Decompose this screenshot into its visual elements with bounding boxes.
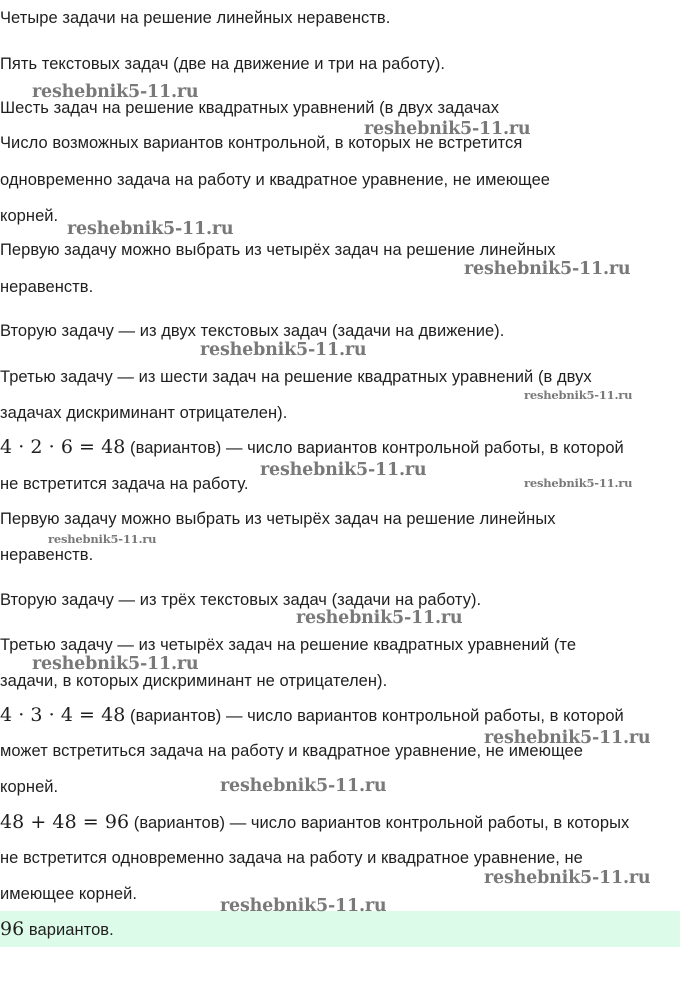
- formula-line: [0, 812, 629, 833]
- watermark: reshebnik5-11.ru: [220, 896, 387, 916]
- watermark: reshebnik5-11.ru: [484, 868, 651, 888]
- text-line: Первую задачу можно выбрать из четырёх задач на решение линейных: [0, 241, 556, 259]
- watermark: reshebnik5-11.ru: [48, 532, 157, 546]
- watermark: reshebnik5-11.ru: [524, 388, 633, 402]
- formula-line: [0, 437, 624, 458]
- text-line: не встретится задача на работу.: [0, 475, 249, 493]
- answer-line: [0, 919, 114, 940]
- text-line: Пять текстовых задач (две на движение и три на работу).: [0, 55, 446, 73]
- text-line: неравенств.: [0, 546, 94, 564]
- watermark: reshebnik5-11.ru: [524, 476, 633, 490]
- text-line: задачи, в которых дискриминант не отрицателен).: [0, 672, 388, 690]
- watermark: reshebnik5-11.ru: [67, 219, 234, 239]
- text-line: Число возможных вариантов контрольной, в которых не встретится: [0, 134, 523, 152]
- text-line: может встретиться задача на работу и квадратное уравнение, не имеющее: [0, 742, 583, 760]
- watermark: reshebnik5-11.ru: [364, 119, 531, 139]
- answer-number: 96: [0, 918, 25, 940]
- formula-text: (вариантов) — число вариантов контрольной работы, в которой: [130, 707, 624, 725]
- watermark: reshebnik5-11.ru: [32, 654, 199, 674]
- watermark: reshebnik5-11.ru: [220, 776, 387, 796]
- formula-text: (вариантов) — число вариантов контрольной работы, в которых: [133, 814, 630, 832]
- formula-text: (вариантов) — число вариантов контрольной работы, в которой: [130, 439, 624, 457]
- text-line: Четыре задачи на решение линейных неравенств.: [0, 9, 391, 27]
- formula-line: [0, 705, 624, 726]
- math-expression: 4 · 3 · 4 = 48: [0, 704, 126, 726]
- text-line: задачах дискриминант отрицателен).: [0, 404, 288, 422]
- text-line: неравенств.: [0, 278, 94, 296]
- watermark: reshebnik5-11.ru: [200, 340, 367, 360]
- answer-box: [0, 911, 680, 947]
- answer-text: вариантов.: [28, 921, 114, 939]
- watermark: reshebnik5-11.ru: [296, 608, 463, 628]
- text-line: одновременно задача на работу и квадратное уравнение, не имеющее: [0, 171, 551, 189]
- watermark: reshebnik5-11.ru: [464, 259, 631, 279]
- text-line: Третью задачу — из четырёх задач на решение квадратных уравнений (те: [0, 636, 577, 654]
- text-line: Шесть задач на решение квадратных уравнений (в двух задачах: [0, 99, 500, 117]
- text-line: Первую задачу можно выбрать из четырёх задач на решение линейных: [0, 510, 556, 528]
- math-expression: 48 + 48 = 96: [0, 811, 130, 833]
- text-line: не встретится одновременно задача на работу и квадратное уравнение, не: [0, 849, 583, 867]
- text-line: имеющее корней.: [0, 885, 138, 903]
- watermark: reshebnik5-11.ru: [32, 82, 199, 102]
- text-line: Третью задачу — из шести задач на решение квадратных уравнений (в двух: [0, 368, 592, 386]
- text-line: корней.: [0, 778, 59, 796]
- text-line: Вторую задачу — из двух текстовых задач (задачи на движение).: [0, 322, 505, 340]
- math-expression: 4 · 2 · 6 = 48: [0, 436, 126, 458]
- watermark: reshebnik5-11.ru: [484, 728, 651, 748]
- text-line: Вторую задачу — из трёх текстовых задач (задачи на работу).: [0, 591, 482, 609]
- watermark: reshebnik5-11.ru: [260, 460, 427, 480]
- text-line: корней.: [0, 207, 59, 225]
